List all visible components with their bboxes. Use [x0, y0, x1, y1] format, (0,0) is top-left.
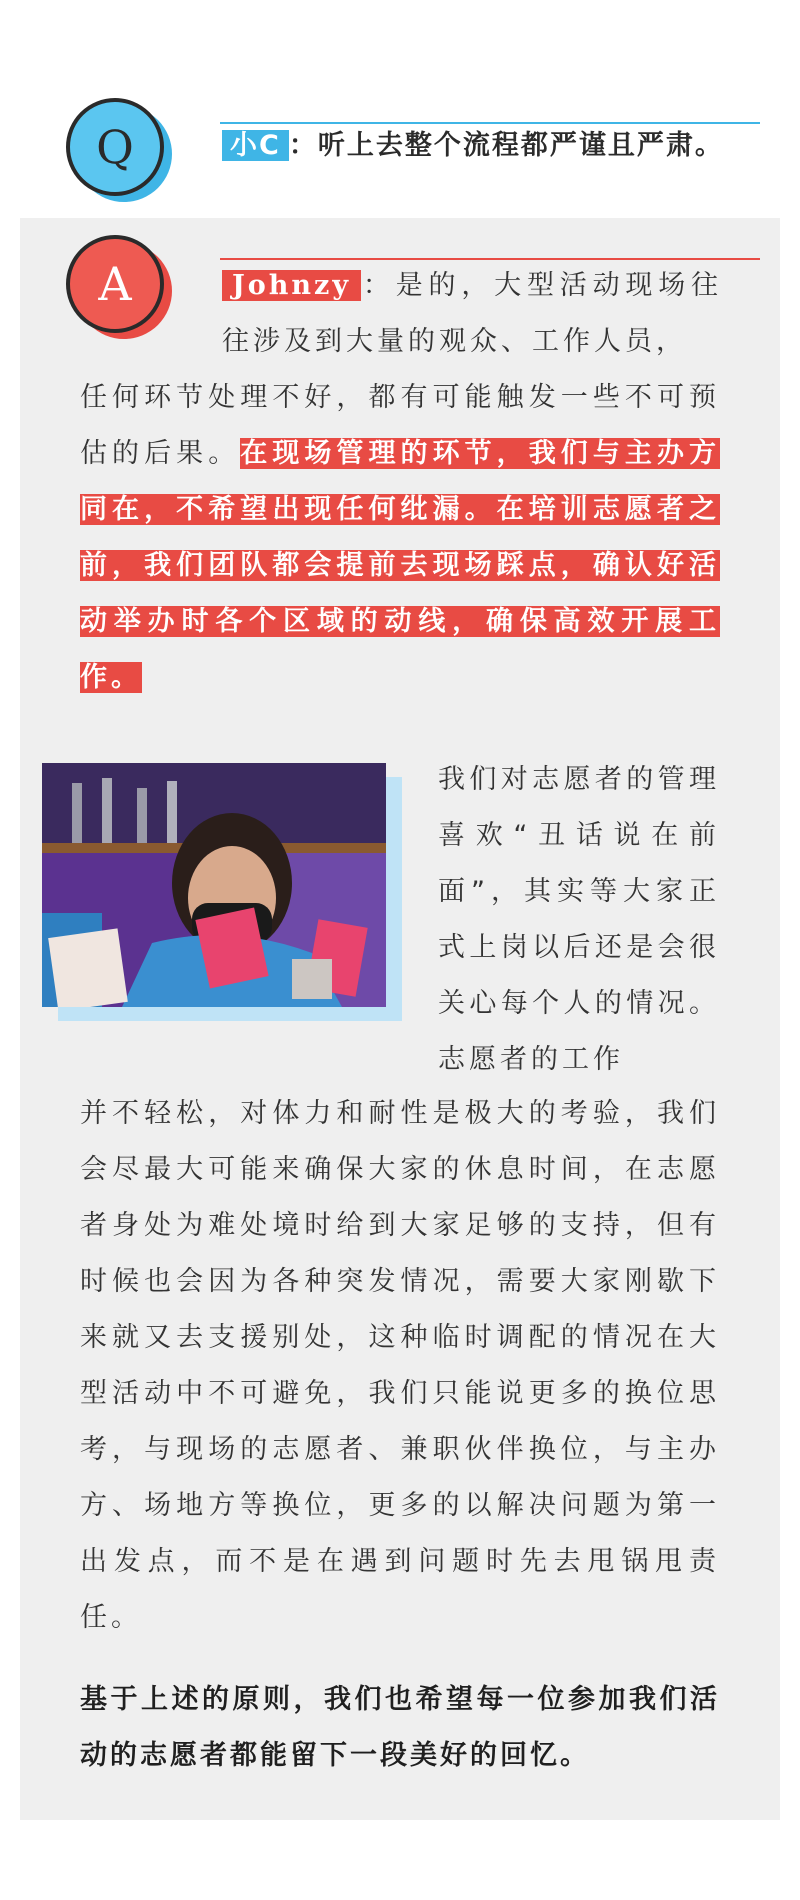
answer-body-plain: 任何环节处理不好，都有可能触发一些不可预估的后果。: [80, 382, 720, 469]
photo-illustration: [42, 763, 386, 1007]
question-rule: [220, 122, 760, 124]
question-text: ：听上去整个流程都严谨且严肃。: [288, 130, 724, 161]
volunteer-photo: [42, 763, 402, 1023]
question-badge: [66, 98, 166, 198]
answer-badge: [66, 235, 166, 335]
conclusion-paragraph: 基于上述的原则，我们也希望每一位参加我们活动的志愿者都能留下一段美好的回忆。: [80, 1684, 720, 1771]
answer-body: [80, 370, 720, 706]
question-speaker-tag: 小C: [222, 130, 289, 161]
answer-speaker-tag: Johnzy: [222, 270, 361, 301]
answer-intro: [222, 258, 722, 370]
question-badge-letter: Q: [66, 98, 164, 196]
question-line: [222, 126, 724, 166]
paragraph-3: 并不轻松，对体力和耐性是极大的考验，我们会尽最大可能来确保大家的休息时间，在志愿者身处为难处境时给到大家足够的支持，但有时候也会因为各种突发情况，需要大家刚歇下来就又去支援别处，这种临时调配的情况在大型活动中不可避免，我们只能说更多的换位思考，与现场的志愿者、兼职伙伴换位，与主办方、场地方等换位，更多的以解决问题为第一出发点，而不是在遇到问题时先去甩锅甩责任。: [80, 1098, 720, 1633]
answer-body-highlight: 在现场管理的环节，我们与主办方同在，不希望出现任何纰漏。在培训志愿者之前，我们团队都会提前去现场踩点，确认好活动举办时各个区域的动线，确保高效开展工作。: [80, 438, 721, 693]
answer-intro-text: ：是的，大型活动现场往往涉及到大量的观众、工作人员，: [222, 270, 722, 357]
photo-image: [42, 763, 386, 1007]
paragraph-2: 我们对志愿者的管理喜欢“丑话说在前面”，其实等大家正式上岗以后还是会很关心每个人的情况。志愿者的工作: [438, 764, 720, 1075]
answer-badge-letter: A: [66, 235, 164, 333]
